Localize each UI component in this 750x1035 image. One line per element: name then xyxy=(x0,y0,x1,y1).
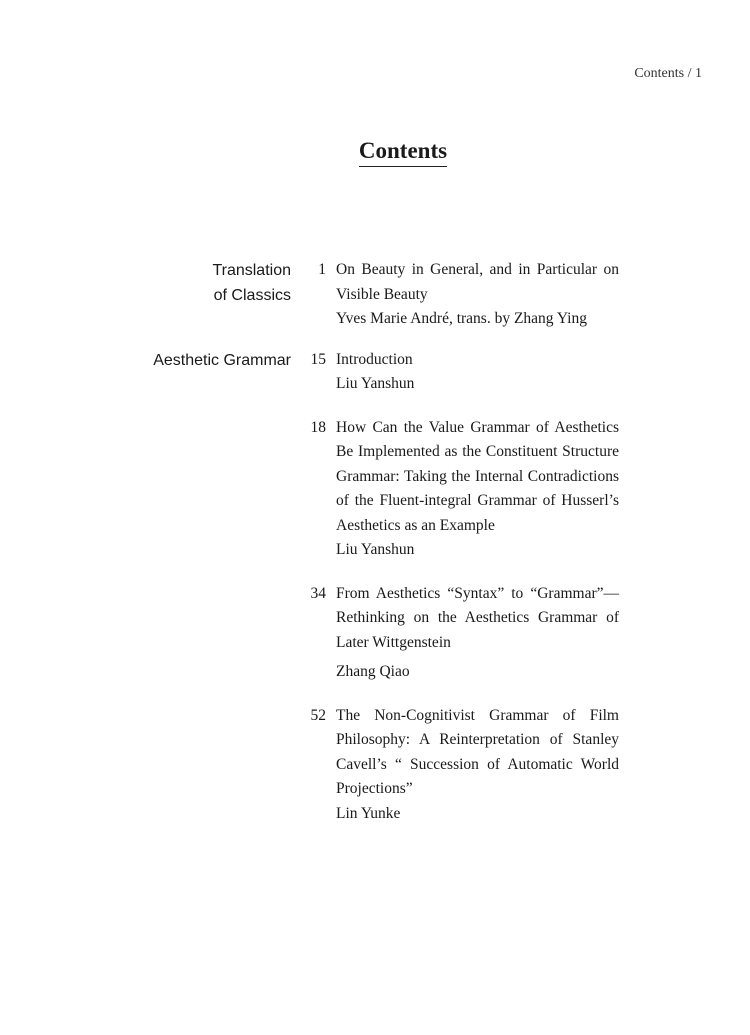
entry-spacer xyxy=(0,563,750,582)
section-label-line: Translation xyxy=(212,262,291,279)
entry-page-number: 18 xyxy=(310,418,326,436)
section-translation-of-classics xyxy=(0,258,750,332)
entry-page-number: 52 xyxy=(310,706,326,724)
toc-entry[interactable] xyxy=(0,704,750,827)
entry-author: Zhang Qiao xyxy=(336,663,410,680)
entry-page-number: 34 xyxy=(310,584,326,602)
toc-entry[interactable] xyxy=(0,582,750,685)
entry-page-number: 1 xyxy=(318,261,326,278)
entry-spacer xyxy=(0,397,750,416)
entry-author: Yves Marie André, trans. by Zhang Ying xyxy=(336,310,587,327)
entry-title: From Aesthetics “Syntax” to “Grammar”— Rethinking on the Aesthetics Grammar of Later Wittgenstein xyxy=(336,584,619,651)
entry-author: Liu Yanshun xyxy=(336,375,415,392)
entry-author: Lin Yunke xyxy=(336,804,401,822)
entry-spacer xyxy=(0,685,750,704)
entry-body xyxy=(336,258,619,332)
entry-body xyxy=(336,416,619,563)
running-head: Contents / 1 xyxy=(634,66,702,81)
toc-entry[interactable] xyxy=(0,416,750,563)
entry-page-number: 15 xyxy=(310,350,326,368)
entry-title: How Can the Value Grammar of Aesthetics Be Implemented as the Constituent Structure Grammar: Taking the Internal Contradictions of the Fluent-integral Grammar of Husserl’s Aesthetics as an Example xyxy=(336,418,619,534)
page-title: Contents xyxy=(359,138,447,167)
toc-entry[interactable] xyxy=(0,258,750,332)
entry-author: Liu Yanshun xyxy=(336,541,415,558)
page-title-wrapper xyxy=(0,138,750,167)
toc-entry[interactable] xyxy=(0,348,750,397)
section-label-line: Aesthetic Grammar xyxy=(153,351,291,369)
section-aesthetic-grammar xyxy=(0,348,750,827)
entry-body xyxy=(336,582,619,685)
entry-title: Introduction xyxy=(336,350,413,368)
table-of-contents xyxy=(0,258,750,826)
section-label-line: of Classics xyxy=(213,287,291,304)
section-spacer xyxy=(0,332,750,348)
entry-body xyxy=(336,348,619,397)
entry-title: The Non-Cognitivist Grammar of Film Philosophy: A Reinterpretation of Stanley Cavell’s “ Succession of Automatic World Projections” xyxy=(336,706,619,797)
entry-body xyxy=(336,704,619,827)
entry-title: On Beauty in General, and in Particular on Visible Beauty xyxy=(336,261,619,303)
